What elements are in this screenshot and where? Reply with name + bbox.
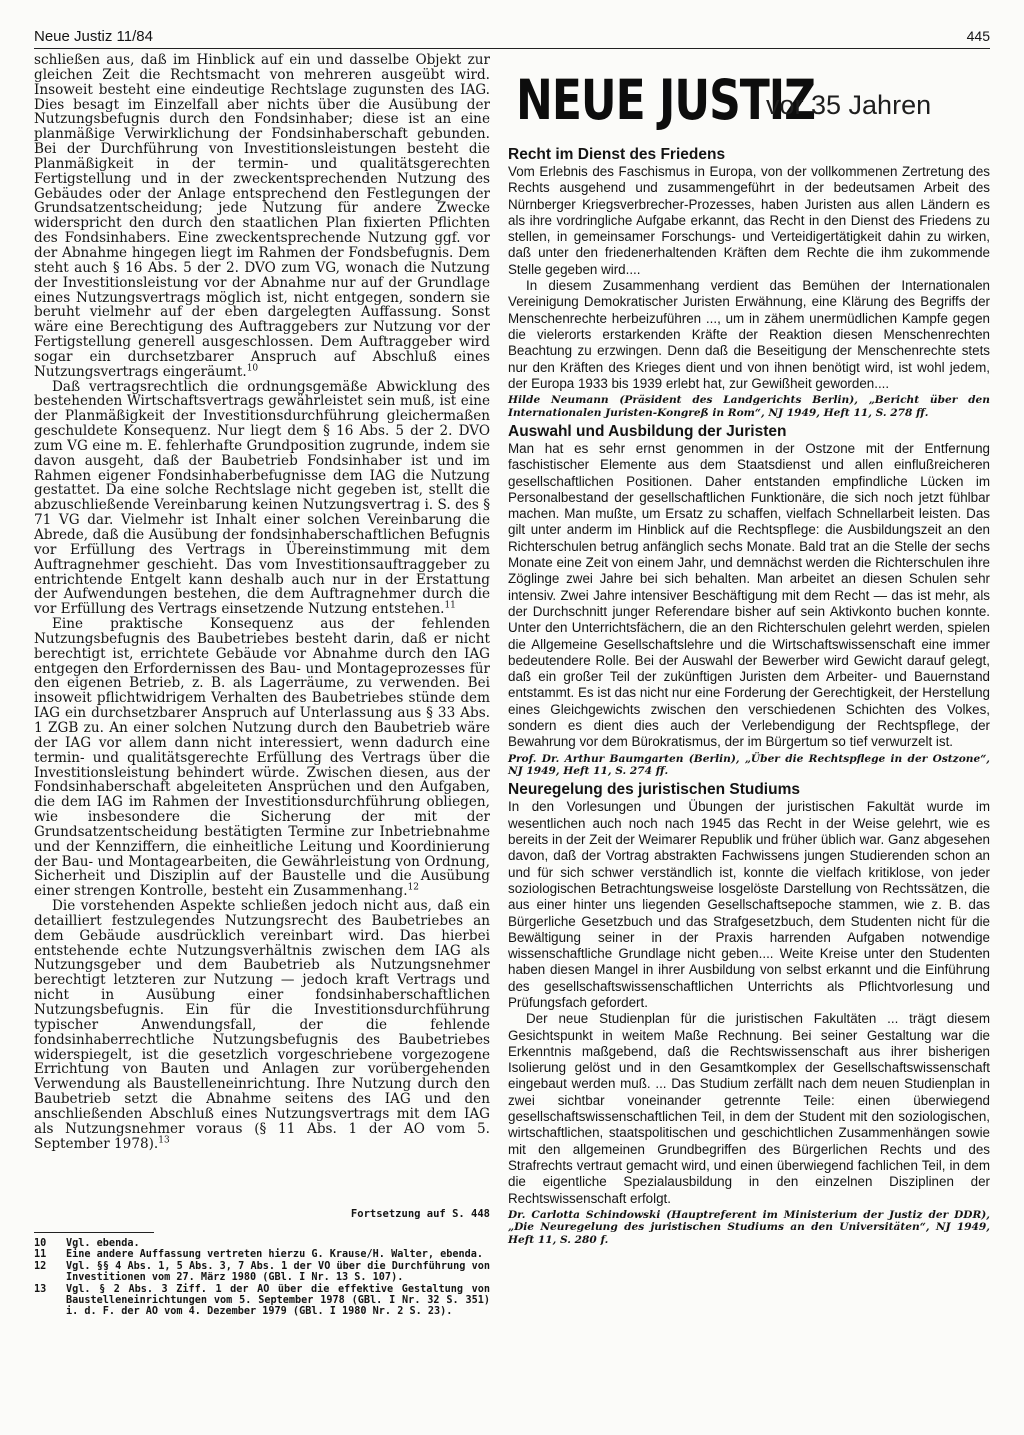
- section-heading: Auswahl und Ausbildung der Juristen: [508, 422, 787, 440]
- body-paragraph: Daß vertragsrechtlich die ordnungsgemäße Abwicklung des bestehenden Wirtschaftsvertrags gewährleistet sein muß, ist eine der Planmäßigkeit der Investitionsdurchführung gleichermaßen geschuldete Konsequenz. Nur liegt dem § 16 Abs. 5 der 2. DVO zum VG eine m. E. fehlerhafte Grundposition zugrunde, indem sie davon ausgeht, daß der Baubetrieb Fondsinhaber ist und im Rahmen eigener Fondsinhaberbefugnisse dem IAG die Nutzung gestattet. Da eine solche Rechtslage nicht gegeben ist, stellt die abzuschließende Vereinbarung keinen Nutzungsvertrag i. S. des § 71 VG dar. Vielmehr ist Inhalt einer solchen Vereinbarung die Abrede, daß die Ausübung der fondsinhaberschaftlichen Befugnis vor Erfüllung des Vertrags in Übereinstimmung mit dem Auftragnehmer geschieht. Das vom Investitionsauftraggeber zu entrichtende Entgelt kann deshalb auch nur in der Erstattung der Aufwendungen bestehen, die dem Auftragnehmer durch die vor Erfüllung des Vertrags einsetzende Nutzung entstehen.$^{11}$: [34, 378, 490, 618]
- section-paragraph: Man hat es sehr ernst genommen in der Ostzone mit der Entfernung faschistischer Elemente aus dem Staatsdienst und allen einflußreicheren gesellschaftlichen Positionen. Daher entstanden empfindliche Lücken im Personalbestand der gesellschaftlichen Funktionäre, die sich noch jetzt fühlbar machen. Man mußte, um Ersatz zu schaffen, vielfach Schnellarbeit leisten. Das gilt unter anderm im Hinblick auf die Rechtspflege: die Ausbildungszeit an den Richterschulen betrug anfänglich sechs Monate. Bald trat an die Stelle der sechs Monate eine Zeit von einem Jahr, und demnächst werden die Richterschulen ihre Zöglinge zwei Jahre bei sich behalten. Man arbeitet an diesen Schulen sehr intensiv. Zwei Jahre intensiver Beschäftigung mit dem Recht — das ist mehr, als der Durchschnitt junger Referendare bisher auf sein Aktivkonto buchen konnte. Unter den Unterrichtsfächern, die an den Richterschulen gelehrt werden, spielen die Allgemeine Gesellschaftslehre und die Wirtschaftswissenschaft eine immer bedeutendere Rolle. Bei der Auswahl der Bewerber wird Gewicht darauf gelegt, daß ein großer Teil der zukünftigen Juristen dem Arbeiter- und Bauernstand entstammt. Es ist das nicht nur eine Forderung der Gerechtigkeit, der Herstellung eines Gleichgewichts zwischen den verschiedenen Schichten des Volkes, sondern es dient dies auch der Verlebendigung der Rechtspflege, der Bewahrung vor dem Bürokratismus, der im Bürgertum so tief verwurzelt ist.: [508, 440, 990, 750]
- footnote-divider: [34, 1232, 154, 1233]
- masthead: [508, 70, 990, 132]
- body-paragraph: schließen aus, daß im Hinblick auf ein und dasselbe Objekt zur gleichen Zeit die Rechtsmacht von mehreren ausgeübt wird. Insoweit besteht eine eindeutige Rechtslage zugunsten des IAG. Dies besagt im Einzelfall aber nichts über die Ausübung der Nutzungsbefugnis durch den Fondsinhaber; diese ist an eine planmäßige Verwirklichung der Fondsinhaberschaft gebunden. Bei der Durchführung von Investitionsleistungen besteht die Planmäßigkeit in der termin- und qualitätsgerechten Fertigstellung und in der zweckentsprechenden Nutzung des Gebäudes oder der Anlage entsprechend den Festlegungen der Grundsatzentscheidung; jede Nutzung für andere Zwecke widerspricht den durch den staatlichen Plan fixierten Pflichten des Fondsinhabers. Eine zweckentsprechende Nutzung ggf. vor der Abnahme hingegen liegt im Rahmen der Fondsbefugnis. Dem steht auch § 16 Abs. 5 der 2. DVO zum VG, wonach die Nutzung der Investitionsleistung vor der Abnahme nur auf der Grundlage eines Nutzungsvertrags möglich ist, nicht entgegen, sondern sie beruht vielmehr auf der eben dargelegten Auffassung. Sonst wäre eine Berechtigung des Auftraggebers zur Nutzung vor der Fertigstellung generell ausgeschlossen. Dem Auftraggeber wird sogar ein durchsetzbarer Anspruch auf Abschluß eines Nutzungsvertrags eingeräumt.$^{10}$: [34, 52, 490, 380]
- section-heading: Recht im Dienst des Friedens: [508, 146, 726, 163]
- source-citation: Prof. Dr. Arthur Baumgarten (Berlin), „Über die Rechtspflege in der Ostzone“, NJ 1949, Heft 11, S. 274 ff.: [508, 752, 990, 778]
- section-paragraph: In diesem Zusammenhang verdient das Bemühen der Internationalen Vereinigung Demokratischer Juristen Erwähnung, eine Klärung des Begriffs der Menschenrechte herbeizuführen ..., um in zähem unermüdlichen Kampfe gegen die vielerorts erstarkenden Kräfte der Reaktion diesen Menschenrechten Beachtung zu erzwingen. Denn daß die Beseitigung der Menschenrechte stets nur den Kräften des Krieges dient und von ihnen benötigt wird, ist wohl jedem, der Europa 1933 bis 1939 erlebt hat, zur Gewißheit geworden....: [508, 278, 990, 391]
- footnote: 11 Eine andere Auffassung vertreten hierzu G. Krause/H. Walter, ebenda.: [34, 1249, 484, 1261]
- section-heading: Neuregelung des juristischen Studiums: [508, 781, 800, 799]
- footnotes: [34, 1238, 490, 1318]
- right-column: [508, 146, 990, 1250]
- footnote: 12 Vgl. §§ 4 Abs. 1, 5 Abs. 3, 7 Abs. 1 der VO über die Durchführung von Investitionen vom 27. März 1980 (GBl. I Nr. 13 S. 107).: [34, 1260, 490, 1284]
- footnote-ref: 10: [246, 363, 259, 374]
- footnote: 10 Vgl. ebenda.: [34, 1238, 140, 1249]
- masthead-subtitle: vor 35 Jahren: [766, 90, 932, 120]
- body-paragraph: Die vorstehenden Aspekte schließen jedoch nicht aus, daß ein detailliert festzulegendes Nutzungsrecht des Baubetriebes an dem Gebäude ausdrücklich vereinbart wird. Das hierbei entstehende echte Nutzungsverhältnis zwischen dem IAG als Nutzungsgeber und dem Baubetrieb als Nutzungsnehmer berechtigt letzteren zur Nutzung — jedoch kraft Vertrags und nicht in Ausübung einer fondsinhaberschaftlichen Nutzungsbefugnis. Ein für die Investitionsdurchführung typischer Anwendungsfall, der die fehlende fondsinhaberrechtliche Nutzungsbefugnis des Baubetriebes widerspiegelt, ist die gesetzlich vorgeschriebene vorgezogene Errichtung von Bauten und Anlagen zur vorübergehenden Verwendung als Baustelleneinrichtung. Ihre Nutzung durch den Baubetrieb setzt die Abnahme seitens des IAG und den anschließenden Abschluß eines Nutzungsvertrags mit dem IAG als Nutzungsnehmer voraus (§ 11 Abs. 1 der AO vom 5. September 1978).$^{13}$: [34, 898, 490, 1152]
- footnote: 13 Vgl. § 2 Abs. 3 Ziff. 1 der AO über die effektive Gestaltung von Baustelleneinrichtungen vom 5. September 1978 (GBl. I Nr. 32 S. 351) i. d. F. der AO vom 4. Dezember 1979 (GBl. I 1980 Nr. 2 S. 23).: [34, 1283, 490, 1318]
- footnote-ref: 11: [444, 600, 456, 611]
- section-paragraph: In den Vorlesungen und Übungen der juristischen Fakultät wurde im wesentlichen auch noch nach 1945 das Recht in der Weise gelehrt, wie es bereits in der Zeit der Weimarer Republik und früher üblich war. Ganz abgesehen davon, daß der Vortrag abstrakten Fachwissens jungen Studierenden schon an und für sich schwer verständlich ist, konnte die vielfach kritiklose, von jeder soziologischen Betrachtungsweise losgelöste Darstellung von Rechtssätzen, die aus einer hinter uns liegenden Gesellschaftsepoche stammen, wie z. B. das Bürgerliche Gesetzbuch und das Strafgesetzbuch, dem Studenten nicht für die Bewältigung seiner in der Praxis harrenden Aufgaben notwendige wissenschaftliche Grundlage nicht geben.... Weite Kreise unter den Studenten haben diesen Mangel in ihrer Ausbildung von selbst erkannt und die Einführung des gesellschaftswissenschaftlichen Unterrichts als Pflichtvorlesung und Prüfungsfach gefordert.: [508, 799, 990, 1010]
- journal-issue: Neue Justiz 11/84: [34, 28, 153, 45]
- continuation-note: Fortsetzung auf S. 448: [350, 1208, 490, 1220]
- neue-justiz-logo: NEUE JUSTIZ: [516, 69, 816, 133]
- section-paragraph: Der neue Studienplan für die juristischen Fakultäten ... trägt diesem Gesichtspunkt in weitem Maße Rechnung. Bei seiner Gestaltung war die Erkenntnis maßgebend, daß die Rechtswissenschaft aus ihrer bisherigen Isolierung gelöst und in den Gesamtkomplex der Gesellschaftswissenschaft eingebaut werden muß. ... Das Studium zerfällt nach dem neuen Studienplan in zwei sichtbar voneinander getrennte Teile: einen überwiegend gesellschaftswissenschaftlichen Teil, in dem der Student mit den soziologischen, wirtschaftlichen, staatspolitischen und geschichtlichen Zusammenhängen sowie mit den allgemeinen Grundbegriffen des Bürgerlichen Rechts und des Strafrechts vertraut gemacht wird, und einen überwiegend fachlichen Teil, in dem die eigentliche Spezialausbildung in den einzelnen Disziplinen der Rechtswissenschaft erfolgt.: [508, 1011, 990, 1206]
- left-column: [34, 53, 490, 1151]
- section-paragraph: Vom Erlebnis des Faschismus in Europa, von der vollkommenen Zertretung des Rechts ausgehend und zusammengeführt in der bedeutsamen Arbeit des Nürnberger Kriegsverbrecher-Prozesses, haben Juristen aus allen Ländern es als ihre vordringliche Aufgabe erkannt, das Recht in den Dienst des Friedens zu stellen, in gemeinsamer Forschungs- und Verteidigertätigkeit dahin zu wirken, daß unter den friedenerhaltenden Kräften dem Rechte die ihm zukommende Stelle gegeben wird....: [508, 164, 990, 277]
- footnote-ref: 12: [407, 882, 420, 893]
- page-number: 445: [966, 28, 990, 44]
- running-header: [34, 28, 990, 49]
- source-citation: Dr. Carlotta Schindowski (Hauptreferent im Ministerium der Justiz der DDR), „Die Neuregelung des juristischen Studiums an den Universitäten“, NJ 1949, Heft 11, S. 280 f.: [508, 1208, 990, 1246]
- body-paragraph: Eine praktische Konsequenz aus der fehlenden Nutzungsbefugnis des Baubetriebes besteht darin, daß er nicht berechtigt ist, errichtete Gebäude vor Abnahme durch den IAG entgegen den Erfordernissen des Bau- und Montageprozesses für den eigenen Betrieb, z. B. als Lagerräume, zu verwenden. Bei insoweit pflichtwidrigem Verhalten des Baubetriebes stünde dem IAG ein durchsetzbarer Anspruch auf Unterlassung aus § 33 Abs. 1 ZGB zu. An einer solchen Nutzung durch den Baubetrieb wäre der IAG vor allem dann nicht interessiert, wenn dadurch eine termin- und qualitätsgerechte Erfüllung des Vertrags über die Investitionsleistung behindert würde. Zwischen diesen, aus der Fondsinhaberschaft abgeleiteten Ansprüchen und den Aufgaben, die dem IAG im Rahmen der Investitionsdurchführung obliegen, wie insbesondere die Sicherung der mit der Grundsatzentscheidung bestätigten Termine zur Inbetriebnahme und der Kennziffern, die einheitliche Leitung und Koordinierung der Bau- und Montagearbeiten, die Gewährleistung von Ordnung, Sicherheit und Disziplin auf der Baustelle und die Ausübung einer strengen Kontrolle, besteht ein Zusammenhang.$^{12}$: [34, 616, 490, 900]
- source-citation: Hilde Neumann (Präsident des Landgerichts Berlin), „Bericht über den Internationalen Juristen-Kongreß in Rom“, NJ 1949, Heft 11, S. 278 ff.: [508, 394, 990, 419]
- footnote-ref: 13: [158, 1135, 170, 1146]
